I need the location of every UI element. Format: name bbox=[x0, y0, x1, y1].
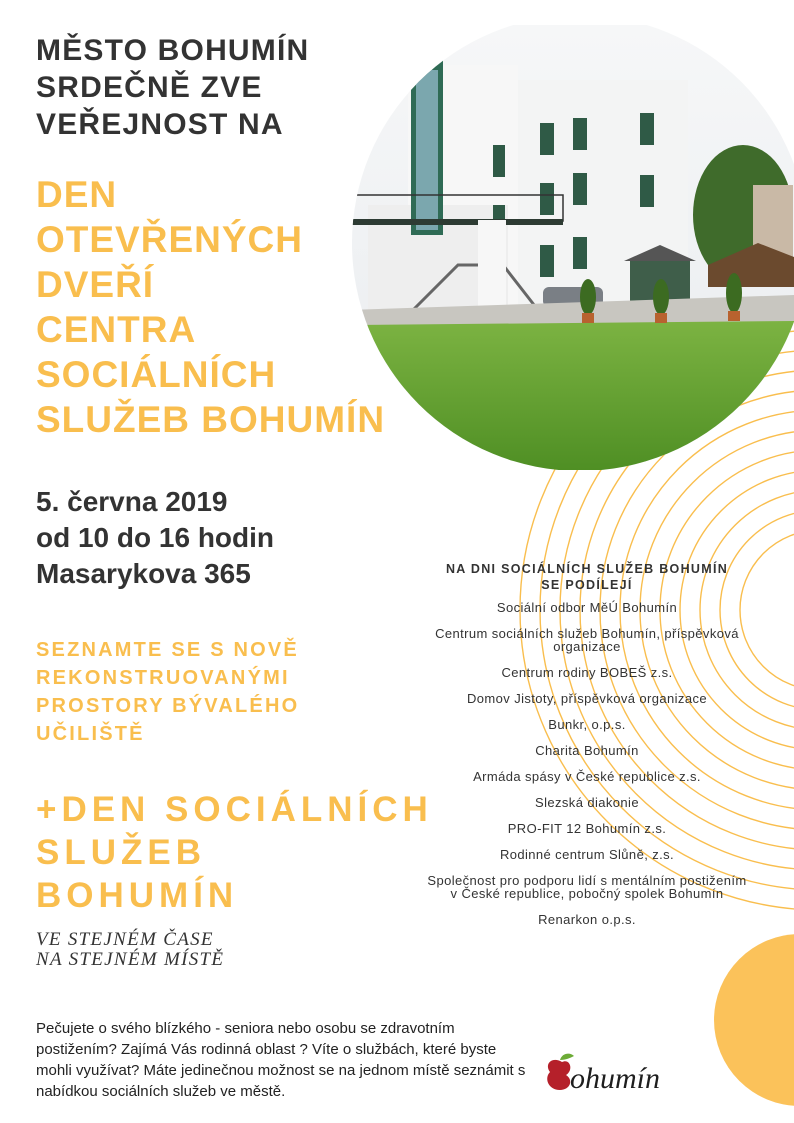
partners-heading-line: SE PODÍLEJÍ bbox=[541, 578, 633, 592]
partner-name: PRO-FIT 12 Bohumín z.s. bbox=[507, 821, 667, 836]
title-line: CENTRA bbox=[36, 309, 197, 350]
partner-item bbox=[390, 913, 784, 926]
event-time: od 10 do 16 hodin bbox=[36, 522, 275, 553]
invitation-intro bbox=[36, 32, 366, 143]
partner-item bbox=[390, 770, 784, 783]
partner-item bbox=[390, 796, 784, 809]
partner-item bbox=[390, 718, 784, 731]
renovation-line: PROSTORY BÝVALÉHO bbox=[36, 695, 300, 717]
intro-line: MĚSTO BOHUMÍN bbox=[36, 34, 310, 67]
partner-name-cont: v České republice, pobočný spolek Bohumín bbox=[450, 886, 724, 901]
partner-item bbox=[390, 822, 784, 835]
partner-name: Renarkon o.p.s. bbox=[538, 912, 636, 927]
partner-item bbox=[390, 666, 784, 679]
title-line: DVEŘÍ bbox=[36, 264, 155, 305]
partner-item bbox=[390, 874, 784, 900]
partner-name: Domov Jistoty, příspěvková organizace bbox=[467, 691, 707, 706]
intro-line: VEŘEJNOST NA bbox=[36, 108, 284, 141]
event-address: Masarykova 365 bbox=[36, 558, 251, 589]
partner-item bbox=[390, 744, 784, 757]
partners-heading-line: NA DNI SOCIÁLNÍCH SLUŽEB BOHUMÍN bbox=[445, 562, 729, 576]
partner-name: Centrum rodiny BOBEŠ z.s. bbox=[501, 665, 673, 680]
partners-list bbox=[390, 601, 784, 926]
partner-item bbox=[390, 627, 784, 653]
partner-name: Centrum sociálních služeb Bohumín, příspěvková bbox=[435, 626, 739, 641]
renovation-line: SEZNAMTE SE S NOVĚ bbox=[36, 639, 299, 661]
partner-name: Slezská diakonie bbox=[535, 795, 639, 810]
partner-name: Společnost pro podporu lidí s mentálním postižením bbox=[427, 873, 747, 888]
same-line: NA STEJNÉM MÍSTĚ bbox=[36, 949, 225, 970]
partner-item bbox=[390, 692, 784, 705]
social-day-line: SLUŽEB bbox=[36, 833, 206, 872]
bohumin-logo bbox=[540, 1050, 710, 1100]
partner-name: Rodinné centrum Slůně, z.s. bbox=[499, 847, 675, 862]
partner-name: Bunkr, o.p.s. bbox=[548, 717, 626, 732]
partner-item bbox=[390, 848, 784, 861]
renovation-line: UČILIŠTĚ bbox=[36, 723, 145, 745]
partner-name: Armáda spásy v České republice z.s. bbox=[473, 769, 701, 784]
renovation-line: REKONSTRUOVANÝMI bbox=[36, 667, 290, 689]
renovation-note bbox=[36, 636, 366, 748]
same-line: VE STEJNÉM ČASE bbox=[36, 929, 214, 950]
logo-text: ohumín bbox=[570, 1062, 660, 1095]
partner-name: Sociální odbor MěÚ Bohumín bbox=[496, 600, 678, 615]
partner-item bbox=[390, 601, 784, 614]
orange-half-circle bbox=[714, 934, 794, 1106]
title-line: SLUŽEB BOHUMÍN bbox=[36, 399, 386, 440]
title-line: OTEVŘENÝCH bbox=[36, 219, 303, 260]
partners-list-section bbox=[390, 561, 784, 926]
social-day-line: BOHUMÍN bbox=[36, 876, 239, 915]
info-paragraph: Pečujete o svého blízkého - seniora nebo osobu se zdravotním postižením? Zajímá Vás rodinná oblast ? Víte o službách, které byste mohli využívat? Máte jedinečnou možnost se na jednom místě seznámit s nabídkou sociálních služeb ve městě. bbox=[36, 1020, 526, 1100]
event-title bbox=[36, 172, 456, 442]
title-line: DEN bbox=[36, 174, 118, 215]
partner-name-cont: organizace bbox=[553, 639, 621, 654]
event-details bbox=[36, 484, 376, 592]
partner-name: Charita Bohumín bbox=[535, 743, 639, 758]
same-time-place bbox=[36, 930, 336, 970]
intro-line: SRDEČNĚ ZVE bbox=[36, 71, 263, 104]
title-line: SOCIÁLNÍCH bbox=[36, 354, 277, 395]
partners-heading bbox=[390, 561, 784, 593]
social-day-line: +DEN SOCIÁLNÍCH bbox=[36, 790, 433, 829]
event-date: 5. června 2019 bbox=[36, 486, 228, 517]
